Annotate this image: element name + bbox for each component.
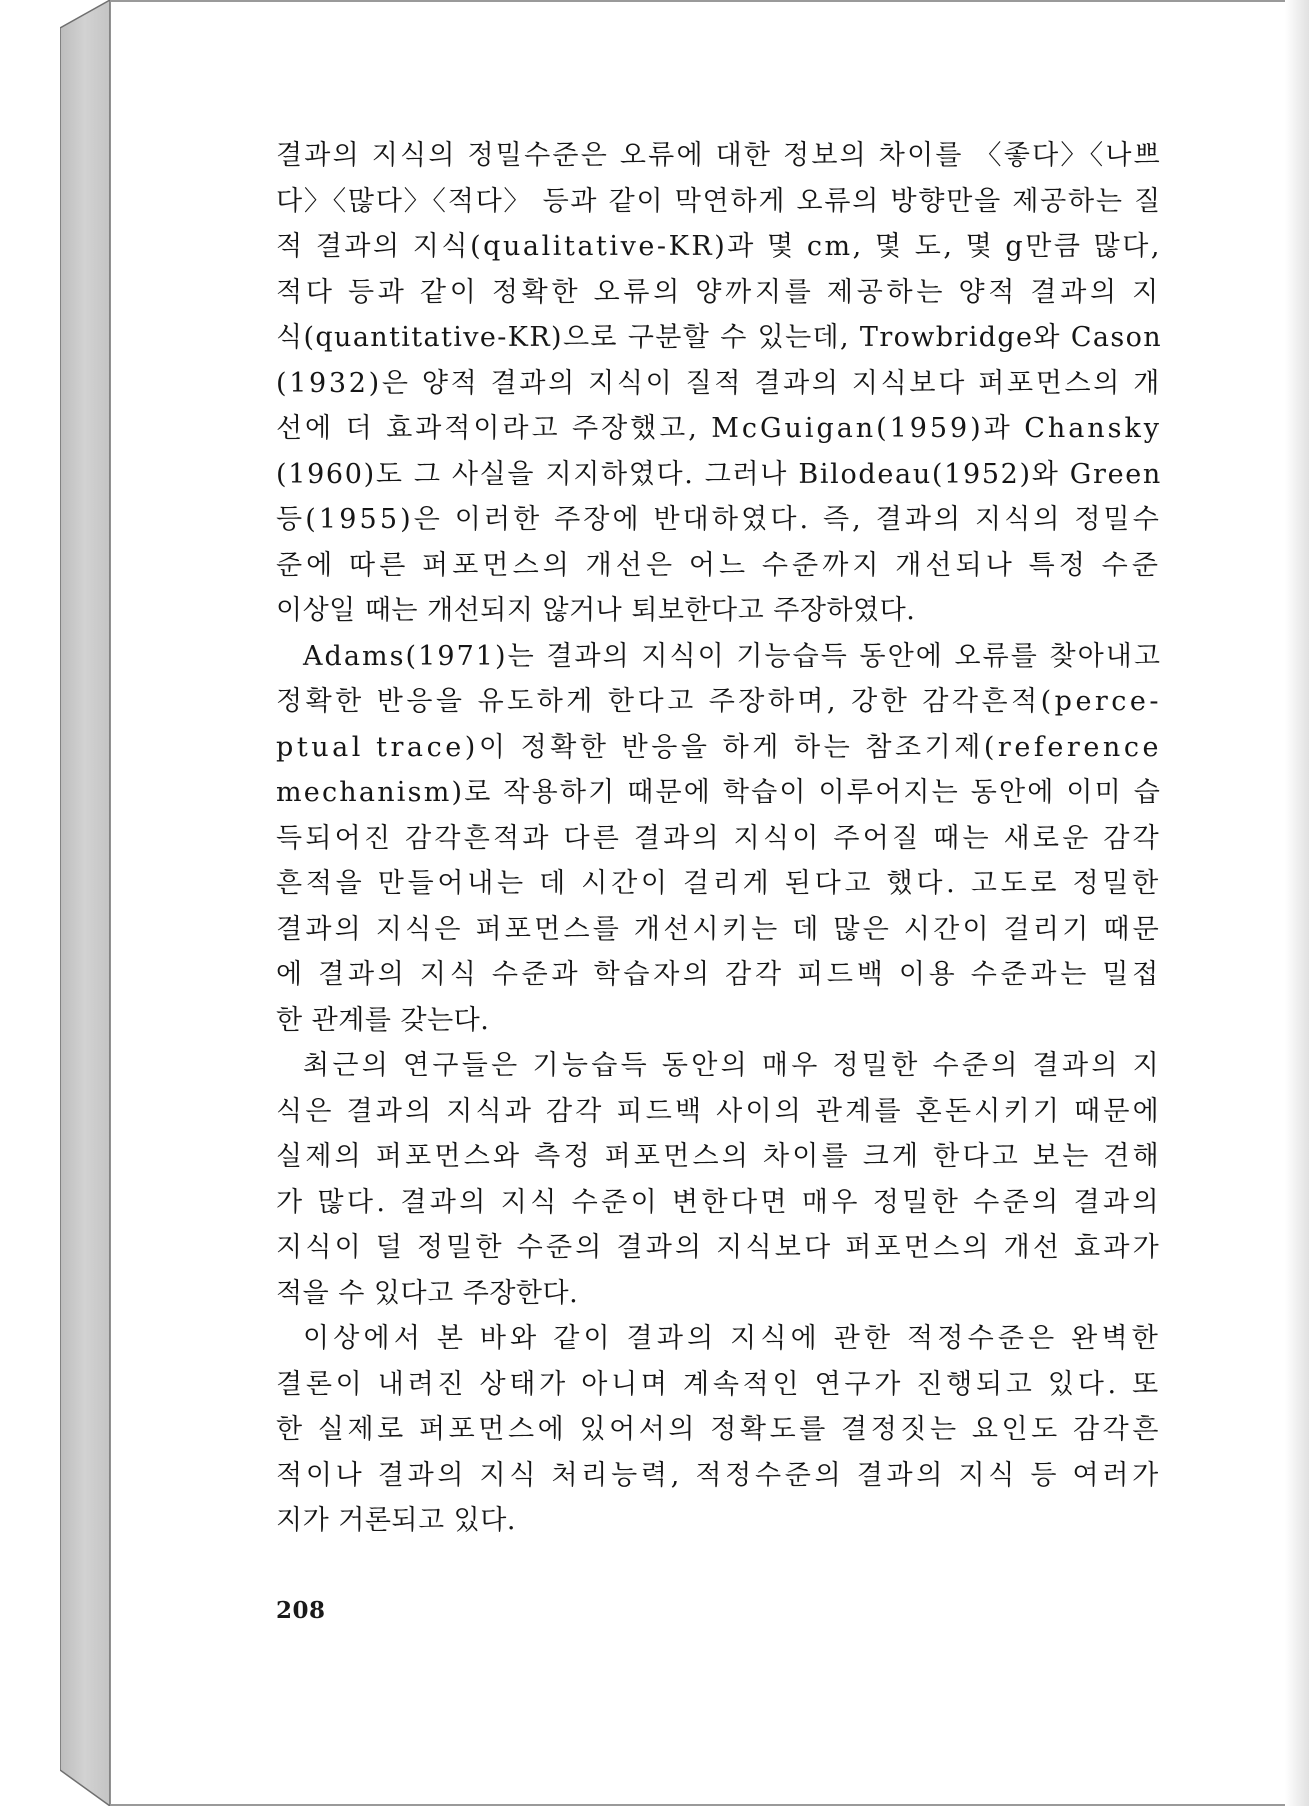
paragraph-1 xyxy=(276,133,1162,634)
text-line: 적 결과의 지식(qualitative-KR)과 몇 cm, 몇 도, 몇 g만큼 많다, xyxy=(276,231,1162,262)
page-number: 208 xyxy=(276,1597,326,1624)
text-line: 적이나 결과의 지식 처리능력, 적정수준의 결과의 지식 등 여러가 xyxy=(276,1459,1162,1491)
text-line: 가 많다. 결과의 지식 수준이 변한다면 매우 정밀한 수준의 결과의 xyxy=(276,1186,1162,1218)
text-line: 한 실제로 퍼포먼스에 있어서의 정확도를 결정짓는 요인도 감각흔 xyxy=(276,1414,1162,1445)
book-edge xyxy=(60,0,112,1806)
text-line: 이상일 때는 개선되지 않거나 퇴보한다고 주장하였다. xyxy=(276,595,916,626)
page-right-shadow xyxy=(1285,0,1309,1806)
text-line: (1932)은 양적 결과의 지식이 질적 결과의 지식보다 퍼포먼스의 개 xyxy=(276,367,1162,399)
text-line: 식은 결과의 지식과 감각 피드백 사이의 관계를 혼돈시키기 때문에 xyxy=(276,1095,1162,1127)
text-line: 적을 수 있다고 주장한다. xyxy=(276,1277,579,1309)
paragraph-4 xyxy=(276,1316,1162,1544)
text-line: 등(1955)은 이러한 주장에 반대하였다. 즉, 결과의 지식의 정밀수 xyxy=(276,504,1162,535)
text-line: 정확한 반응을 유도하게 한다고 주장하며, 강한 감각흔적(perce- xyxy=(276,686,1162,717)
text-line: 실제의 퍼포먼스와 측정 퍼포먼스의 차이를 크게 한다고 보는 견해 xyxy=(276,1141,1162,1172)
text-line: 선에 더 효과적이라고 주장했고, McGuigan(1959)과 Chansky xyxy=(276,413,1162,444)
body-text xyxy=(276,133,1162,1544)
text-line: 결과의 지식의 정밀수준은 오류에 대한 정보의 차이를 〈좋다〉〈나쁘 xyxy=(276,140,1162,171)
text-line: (1960)도 그 사실을 지지하였다. 그러나 Bilodeau(1952)와 Green xyxy=(276,458,1162,490)
text-line: 지가 거론되고 있다. xyxy=(276,1505,516,1536)
text-line: 이상에서 본 바와 같이 결과의 지식에 관한 적정수준은 완벽한 xyxy=(303,1323,1162,1354)
text-line: Adams(1971)는 결과의 지식이 기능습득 동안에 오류를 찾아내고 xyxy=(303,640,1162,672)
text-line: 결과의 지식은 퍼포먼스를 개선시키는 데 많은 시간이 걸리기 때문 xyxy=(276,913,1162,945)
text-line: 결론이 내려진 상태가 아니며 계속적인 연구가 진행되고 있다. 또 xyxy=(276,1368,1162,1400)
text-line: 한 관계를 갖는다. xyxy=(276,1004,490,1036)
text-line: 최근의 연구들은 기능습득 동안의 매우 정밀한 수준의 결과의 지 xyxy=(303,1050,1162,1081)
paragraph-2 xyxy=(276,634,1162,1044)
text-line: 준에 따른 퍼포먼스의 개선은 어느 수준까지 개선되나 특정 수준 xyxy=(276,549,1162,581)
text-line: 에 결과의 지식 수준과 학습자의 감각 피드백 이용 수준과는 밀접 xyxy=(276,959,1162,990)
text-line: 득되어진 감각흔적과 다른 결과의 지식이 주어질 때는 새로운 감각 xyxy=(276,822,1162,854)
paragraph-3 xyxy=(276,1043,1162,1316)
text-line: 다〉〈많다〉〈적다〉 등과 같이 막연하게 오류의 방향만을 제공하는 질 xyxy=(276,185,1162,217)
text-line: 흔적을 만들어내는 데 시간이 걸리게 된다고 했다. 고도로 정밀한 xyxy=(276,868,1162,899)
text-line: mechanism)로 작용하기 때문에 학습이 이루어지는 동안에 이미 습 xyxy=(276,777,1162,808)
text-line: ptual trace)이 정확한 반응을 하게 하는 참조기제(reference xyxy=(276,731,1162,763)
text-line: 지식이 덜 정밀한 수준의 결과의 지식보다 퍼포먼스의 개선 효과가 xyxy=(276,1232,1162,1263)
text-line: 식(quantitative-KR)으로 구분할 수 있는데, Trowbridge와 Cason xyxy=(276,322,1162,353)
text-line: 적다 등과 같이 정확한 오류의 양까지를 제공하는 양적 결과의 지 xyxy=(276,276,1162,308)
